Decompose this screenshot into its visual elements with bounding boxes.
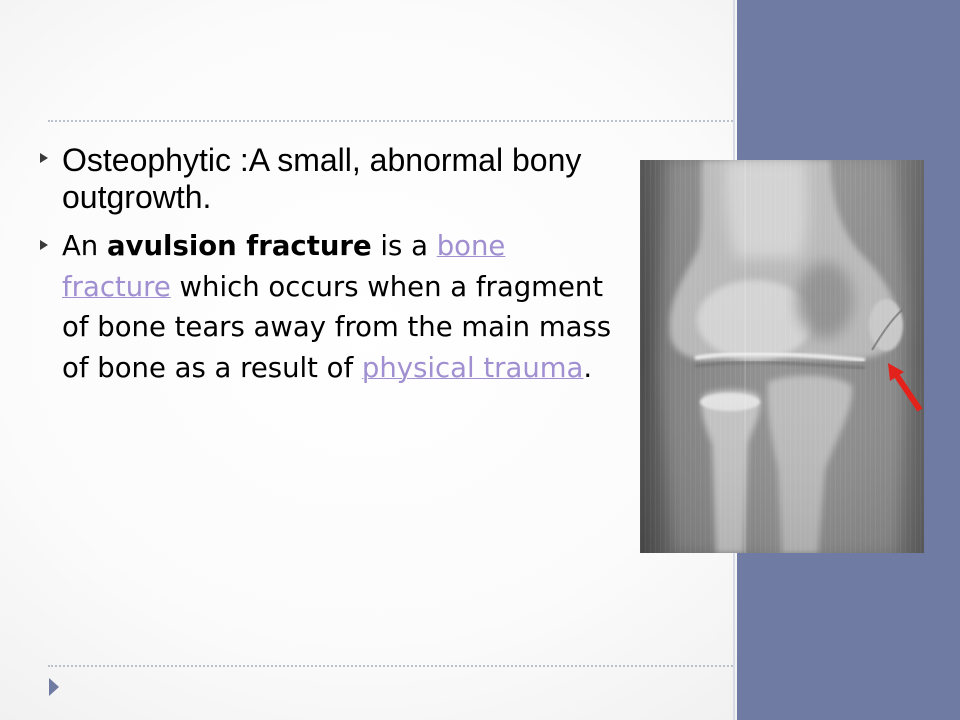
bullet-2-text <box>62 226 611 388</box>
term-avulsion-fracture: avulsion fracture <box>106 230 372 262</box>
divider-bottom <box>48 665 733 667</box>
xray-image <box>640 160 924 553</box>
nav-triangle-icon <box>49 678 59 696</box>
bullet-2-lead: An <box>62 230 107 262</box>
bullet-2-end: . <box>583 351 593 384</box>
bullet-triangle-icon <box>40 153 48 163</box>
bullet-2-mid: is a <box>371 230 437 262</box>
bullet-1-text: Osteophytic :A small, abnormal bony outgrowth. <box>62 142 582 215</box>
link-physical-trauma[interactable]: physical trauma <box>361 351 584 384</box>
bullet-triangle-icon <box>40 240 48 250</box>
link-bone-fracture[interactable]: bone fracture <box>62 230 506 303</box>
bullet-2-body: which occurs when a fragment of bone tears away from the main mass of bone as a result of <box>62 270 612 384</box>
divider-top <box>48 120 733 122</box>
